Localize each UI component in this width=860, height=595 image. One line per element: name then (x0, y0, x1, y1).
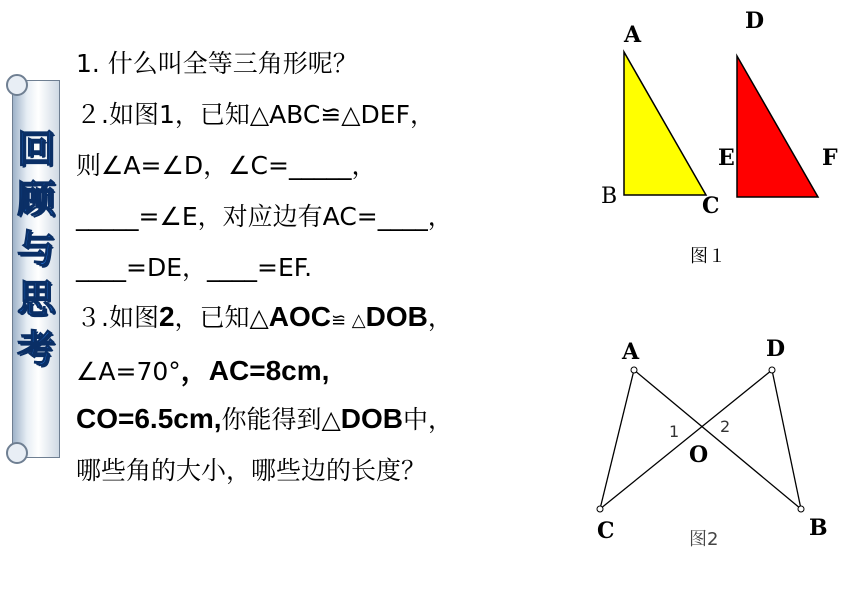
triangle-abc (624, 52, 706, 195)
label-angle-2: 2 (720, 417, 731, 436)
q3-triangle-dob: DOB (365, 301, 428, 332)
q3-text: 中， (403, 405, 454, 434)
banner-char: 考 (16, 326, 55, 371)
label-c: C (702, 193, 720, 219)
point-b (798, 506, 804, 512)
label-d2: D (766, 336, 786, 362)
label-e: E (718, 145, 735, 171)
label-o: O (689, 442, 709, 468)
q3-figure-number: 2 (158, 301, 175, 332)
question-2-line-2: 则∠A=∠D，∠C=_____， (76, 151, 377, 180)
banner-char: 与 (16, 226, 55, 271)
banner-char: 思 (16, 276, 55, 321)
figure-2 (597, 336, 828, 550)
q3-angle-a: ∠A=70° (76, 357, 181, 386)
q3-ac-length: ，AC=8cm, (180, 355, 330, 386)
question-1: 1. 什么叫全等三角形呢？ (76, 49, 358, 78)
point-c (597, 506, 603, 512)
q3-text: ３.如图 (76, 303, 159, 332)
banner-char: 顾 (16, 176, 55, 221)
q3-triangle-dob: DOB (340, 403, 403, 434)
point-d (769, 367, 775, 373)
label-angle-1: 1 (669, 422, 680, 441)
label-c2: C (597, 518, 615, 544)
question-2-line-1: ２.如图1，已知△ABC≌△DEF， (76, 100, 435, 129)
q3-triangle-aoc: AOC (268, 301, 331, 332)
q3-co-length: CO=6.5cm, (76, 403, 222, 434)
point-a (631, 367, 637, 373)
label-a: A (624, 22, 642, 48)
question-3-line-4: 哪些角的大小，哪些边的长度？ (76, 456, 427, 485)
label-b: B (601, 184, 618, 209)
banner-char: 回 (16, 126, 55, 171)
question-2-line-4: ____=DE，____=EF. (76, 253, 313, 282)
figure-2-caption: 图2 (689, 529, 719, 550)
figure-1-caption: 图１ (690, 246, 726, 267)
triangle-def (737, 56, 818, 197)
q3-congruent: ≌ △ (331, 310, 366, 331)
label-d: D (745, 8, 765, 34)
segment-ac (600, 370, 634, 509)
label-a2: A (622, 339, 640, 365)
q3-text: ，已知△ (174, 303, 269, 332)
question-2-line-3: _____=∠E，对应边有AC=____， (76, 202, 453, 231)
figure-1 (601, 8, 838, 267)
label-f: F (822, 145, 838, 171)
label-b2: B (809, 515, 828, 541)
q3-text: ， (427, 303, 453, 332)
segment-dc (600, 370, 772, 509)
q3-text: 你能得到△ (221, 405, 341, 434)
